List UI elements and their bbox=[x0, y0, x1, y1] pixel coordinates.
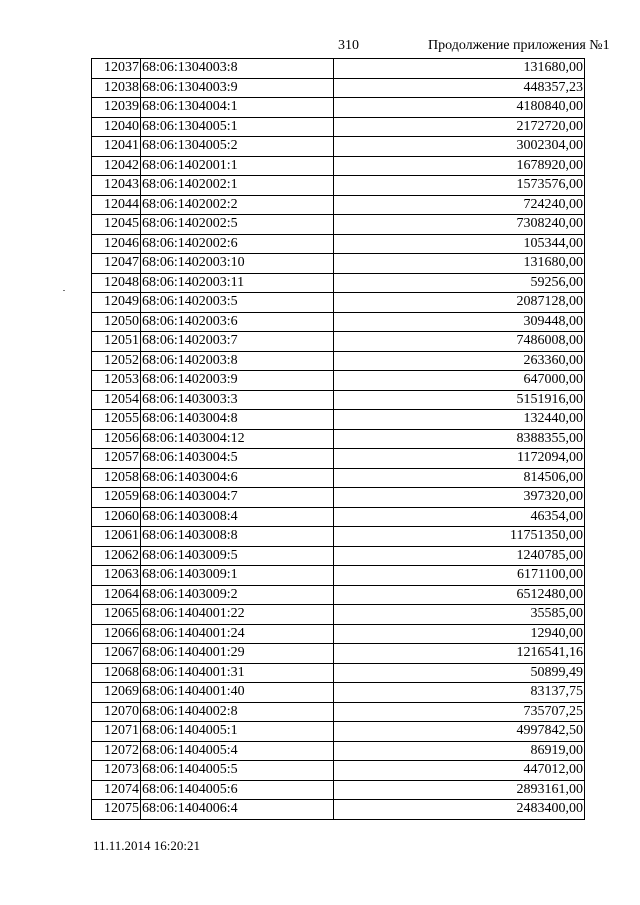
table-row bbox=[92, 683, 585, 703]
row-number-cell: 12050 bbox=[92, 312, 141, 332]
cadastral-code-cell: 68:06:1304003:8 bbox=[141, 59, 334, 79]
cadastral-code-cell: 68:06:1403008:8 bbox=[141, 527, 334, 547]
table-row bbox=[92, 312, 585, 332]
cadastral-code-cell: 68:06:1402003:10 bbox=[141, 254, 334, 274]
table-row bbox=[92, 254, 585, 274]
row-number-cell: 12039 bbox=[92, 98, 141, 118]
cadastral-code-cell: 68:06:1402003:5 bbox=[141, 293, 334, 313]
table-row bbox=[92, 273, 585, 293]
cadastral-code-cell: 68:06:1403004:6 bbox=[141, 468, 334, 488]
cadastral-code-cell: 68:06:1402003:9 bbox=[141, 371, 334, 391]
row-number-cell: 12038 bbox=[92, 78, 141, 98]
cadastral-code-cell: 68:06:1402003:6 bbox=[141, 312, 334, 332]
scan-artifact bbox=[63, 290, 65, 291]
value-cell: 46354,00 bbox=[334, 507, 585, 527]
cadastral-code-cell: 68:06:1404001:29 bbox=[141, 644, 334, 664]
row-number-cell: 12046 bbox=[92, 234, 141, 254]
value-cell: 83137,75 bbox=[334, 683, 585, 703]
value-cell: 2893161,00 bbox=[334, 780, 585, 800]
cadastral-code-cell: 68:06:1304004:1 bbox=[141, 98, 334, 118]
value-cell: 131680,00 bbox=[334, 59, 585, 79]
value-cell: 814506,00 bbox=[334, 468, 585, 488]
row-number-cell: 12054 bbox=[92, 390, 141, 410]
value-cell: 4997842,50 bbox=[334, 722, 585, 742]
value-cell: 4180840,00 bbox=[334, 98, 585, 118]
value-cell: 263360,00 bbox=[334, 351, 585, 371]
table-row bbox=[92, 390, 585, 410]
value-cell: 7486008,00 bbox=[334, 332, 585, 352]
value-cell: 5151916,00 bbox=[334, 390, 585, 410]
value-cell: 3002304,00 bbox=[334, 137, 585, 157]
table-row bbox=[92, 800, 585, 820]
row-number-cell: 12069 bbox=[92, 683, 141, 703]
cadastral-code-cell: 68:06:1402001:1 bbox=[141, 156, 334, 176]
row-number-cell: 12063 bbox=[92, 566, 141, 586]
value-cell: 6171100,00 bbox=[334, 566, 585, 586]
row-number-cell: 12064 bbox=[92, 585, 141, 605]
row-number-cell: 12068 bbox=[92, 663, 141, 683]
value-cell: 131680,00 bbox=[334, 254, 585, 274]
value-cell: 309448,00 bbox=[334, 312, 585, 332]
cadastral-code-cell: 68:06:1404005:5 bbox=[141, 761, 334, 781]
table-row bbox=[92, 215, 585, 235]
row-number-cell: 12055 bbox=[92, 410, 141, 430]
table-row bbox=[92, 702, 585, 722]
cadastral-code-cell: 68:06:1404001:31 bbox=[141, 663, 334, 683]
table-row bbox=[92, 332, 585, 352]
value-cell: 35585,00 bbox=[334, 605, 585, 625]
value-cell: 132440,00 bbox=[334, 410, 585, 430]
cadastral-code-cell: 68:06:1404005:6 bbox=[141, 780, 334, 800]
table-row bbox=[92, 605, 585, 625]
value-cell: 1240785,00 bbox=[334, 546, 585, 566]
row-number-cell: 12067 bbox=[92, 644, 141, 664]
value-cell: 2087128,00 bbox=[334, 293, 585, 313]
cadastral-code-cell: 68:06:1402003:11 bbox=[141, 273, 334, 293]
cadastral-code-cell: 68:06:1404005:1 bbox=[141, 722, 334, 742]
table-row bbox=[92, 117, 585, 137]
table-row bbox=[92, 371, 585, 391]
value-cell: 1216541,16 bbox=[334, 644, 585, 664]
row-number-cell: 12071 bbox=[92, 722, 141, 742]
cadastral-code-cell: 68:06:1402002:2 bbox=[141, 195, 334, 215]
table-row bbox=[92, 234, 585, 254]
value-cell: 1573576,00 bbox=[334, 176, 585, 196]
cadastral-code-cell: 68:06:1404002:8 bbox=[141, 702, 334, 722]
table-row bbox=[92, 644, 585, 664]
value-cell: 105344,00 bbox=[334, 234, 585, 254]
row-number-cell: 12041 bbox=[92, 137, 141, 157]
page-number: 310 bbox=[338, 38, 359, 53]
row-number-cell: 12037 bbox=[92, 59, 141, 79]
table-row bbox=[92, 761, 585, 781]
table-row bbox=[92, 293, 585, 313]
row-number-cell: 12047 bbox=[92, 254, 141, 274]
row-number-cell: 12040 bbox=[92, 117, 141, 137]
table-row bbox=[92, 429, 585, 449]
row-number-cell: 12072 bbox=[92, 741, 141, 761]
data-table bbox=[91, 58, 585, 820]
value-cell: 50899,49 bbox=[334, 663, 585, 683]
table-row bbox=[92, 663, 585, 683]
row-number-cell: 12059 bbox=[92, 488, 141, 508]
cadastral-code-cell: 68:06:1403008:4 bbox=[141, 507, 334, 527]
value-cell: 647000,00 bbox=[334, 371, 585, 391]
cadastral-code-cell: 68:06:1404005:4 bbox=[141, 741, 334, 761]
cadastral-code-cell: 68:06:1304005:1 bbox=[141, 117, 334, 137]
cadastral-code-cell: 68:06:1402002:5 bbox=[141, 215, 334, 235]
value-cell: 11751350,00 bbox=[334, 527, 585, 547]
cadastral-code-cell: 68:06:1402003:8 bbox=[141, 351, 334, 371]
table-row bbox=[92, 722, 585, 742]
cadastral-code-cell: 68:06:1403004:12 bbox=[141, 429, 334, 449]
cadastral-code-cell: 68:06:1404006:4 bbox=[141, 800, 334, 820]
row-number-cell: 12057 bbox=[92, 449, 141, 469]
footer-datetime: 11.11.2014 16:20:21 bbox=[93, 838, 201, 853]
table-row bbox=[92, 624, 585, 644]
row-number-cell: 12048 bbox=[92, 273, 141, 293]
row-number-cell: 12052 bbox=[92, 351, 141, 371]
cadastral-code-cell: 68:06:1403004:5 bbox=[141, 449, 334, 469]
table-row bbox=[92, 741, 585, 761]
row-number-cell: 12043 bbox=[92, 176, 141, 196]
cadastral-code-cell: 68:06:1404001:24 bbox=[141, 624, 334, 644]
table-row bbox=[92, 507, 585, 527]
value-cell: 1172094,00 bbox=[334, 449, 585, 469]
table-row bbox=[92, 176, 585, 196]
row-number-cell: 12075 bbox=[92, 800, 141, 820]
row-number-cell: 12065 bbox=[92, 605, 141, 625]
cadastral-code-cell: 68:06:1402002:6 bbox=[141, 234, 334, 254]
table-row bbox=[92, 546, 585, 566]
row-number-cell: 12042 bbox=[92, 156, 141, 176]
value-cell: 397320,00 bbox=[334, 488, 585, 508]
row-number-cell: 12066 bbox=[92, 624, 141, 644]
cadastral-code-cell: 68:06:1304005:2 bbox=[141, 137, 334, 157]
cadastral-code-cell: 68:06:1402003:7 bbox=[141, 332, 334, 352]
table-row bbox=[92, 585, 585, 605]
value-cell: 59256,00 bbox=[334, 273, 585, 293]
table-row bbox=[92, 488, 585, 508]
value-cell: 8388355,00 bbox=[334, 429, 585, 449]
value-cell: 2172720,00 bbox=[334, 117, 585, 137]
row-number-cell: 12073 bbox=[92, 761, 141, 781]
table-row bbox=[92, 468, 585, 488]
value-cell: 1678920,00 bbox=[334, 156, 585, 176]
cadastral-code-cell: 68:06:1403009:2 bbox=[141, 585, 334, 605]
value-cell: 447012,00 bbox=[334, 761, 585, 781]
table-body bbox=[92, 59, 585, 820]
row-number-cell: 12058 bbox=[92, 468, 141, 488]
table-row bbox=[92, 195, 585, 215]
value-cell: 7308240,00 bbox=[334, 215, 585, 235]
row-number-cell: 12049 bbox=[92, 293, 141, 313]
row-number-cell: 12045 bbox=[92, 215, 141, 235]
row-number-cell: 12056 bbox=[92, 429, 141, 449]
row-number-cell: 12061 bbox=[92, 527, 141, 547]
table-row bbox=[92, 410, 585, 430]
cadastral-code-cell: 68:06:1403009:1 bbox=[141, 566, 334, 586]
row-number-cell: 12060 bbox=[92, 507, 141, 527]
value-cell: 724240,00 bbox=[334, 195, 585, 215]
table-row bbox=[92, 156, 585, 176]
value-cell: 2483400,00 bbox=[334, 800, 585, 820]
table-row bbox=[92, 527, 585, 547]
value-cell: 12940,00 bbox=[334, 624, 585, 644]
table-row bbox=[92, 566, 585, 586]
cadastral-code-cell: 68:06:1304003:9 bbox=[141, 78, 334, 98]
table-row bbox=[92, 351, 585, 371]
cadastral-code-cell: 68:06:1403009:5 bbox=[141, 546, 334, 566]
row-number-cell: 12074 bbox=[92, 780, 141, 800]
row-number-cell: 12062 bbox=[92, 546, 141, 566]
table-row bbox=[92, 98, 585, 118]
row-number-cell: 12070 bbox=[92, 702, 141, 722]
cadastral-code-cell: 68:06:1404001:22 bbox=[141, 605, 334, 625]
table-row bbox=[92, 137, 585, 157]
value-cell: 448357,23 bbox=[334, 78, 585, 98]
row-number-cell: 12051 bbox=[92, 332, 141, 352]
row-number-cell: 12053 bbox=[92, 371, 141, 391]
table-row bbox=[92, 59, 585, 79]
value-cell: 6512480,00 bbox=[334, 585, 585, 605]
cadastral-code-cell: 68:06:1403004:7 bbox=[141, 488, 334, 508]
cadastral-code-cell: 68:06:1402002:1 bbox=[141, 176, 334, 196]
table-row bbox=[92, 780, 585, 800]
cadastral-code-cell: 68:06:1404001:40 bbox=[141, 683, 334, 703]
cadastral-code-cell: 68:06:1403003:3 bbox=[141, 390, 334, 410]
table-row bbox=[92, 449, 585, 469]
page-header-title: Продолжение приложения №1 bbox=[428, 38, 610, 53]
table-row bbox=[92, 78, 585, 98]
row-number-cell: 12044 bbox=[92, 195, 141, 215]
value-cell: 86919,00 bbox=[334, 741, 585, 761]
value-cell: 735707,25 bbox=[334, 702, 585, 722]
cadastral-code-cell: 68:06:1403004:8 bbox=[141, 410, 334, 430]
